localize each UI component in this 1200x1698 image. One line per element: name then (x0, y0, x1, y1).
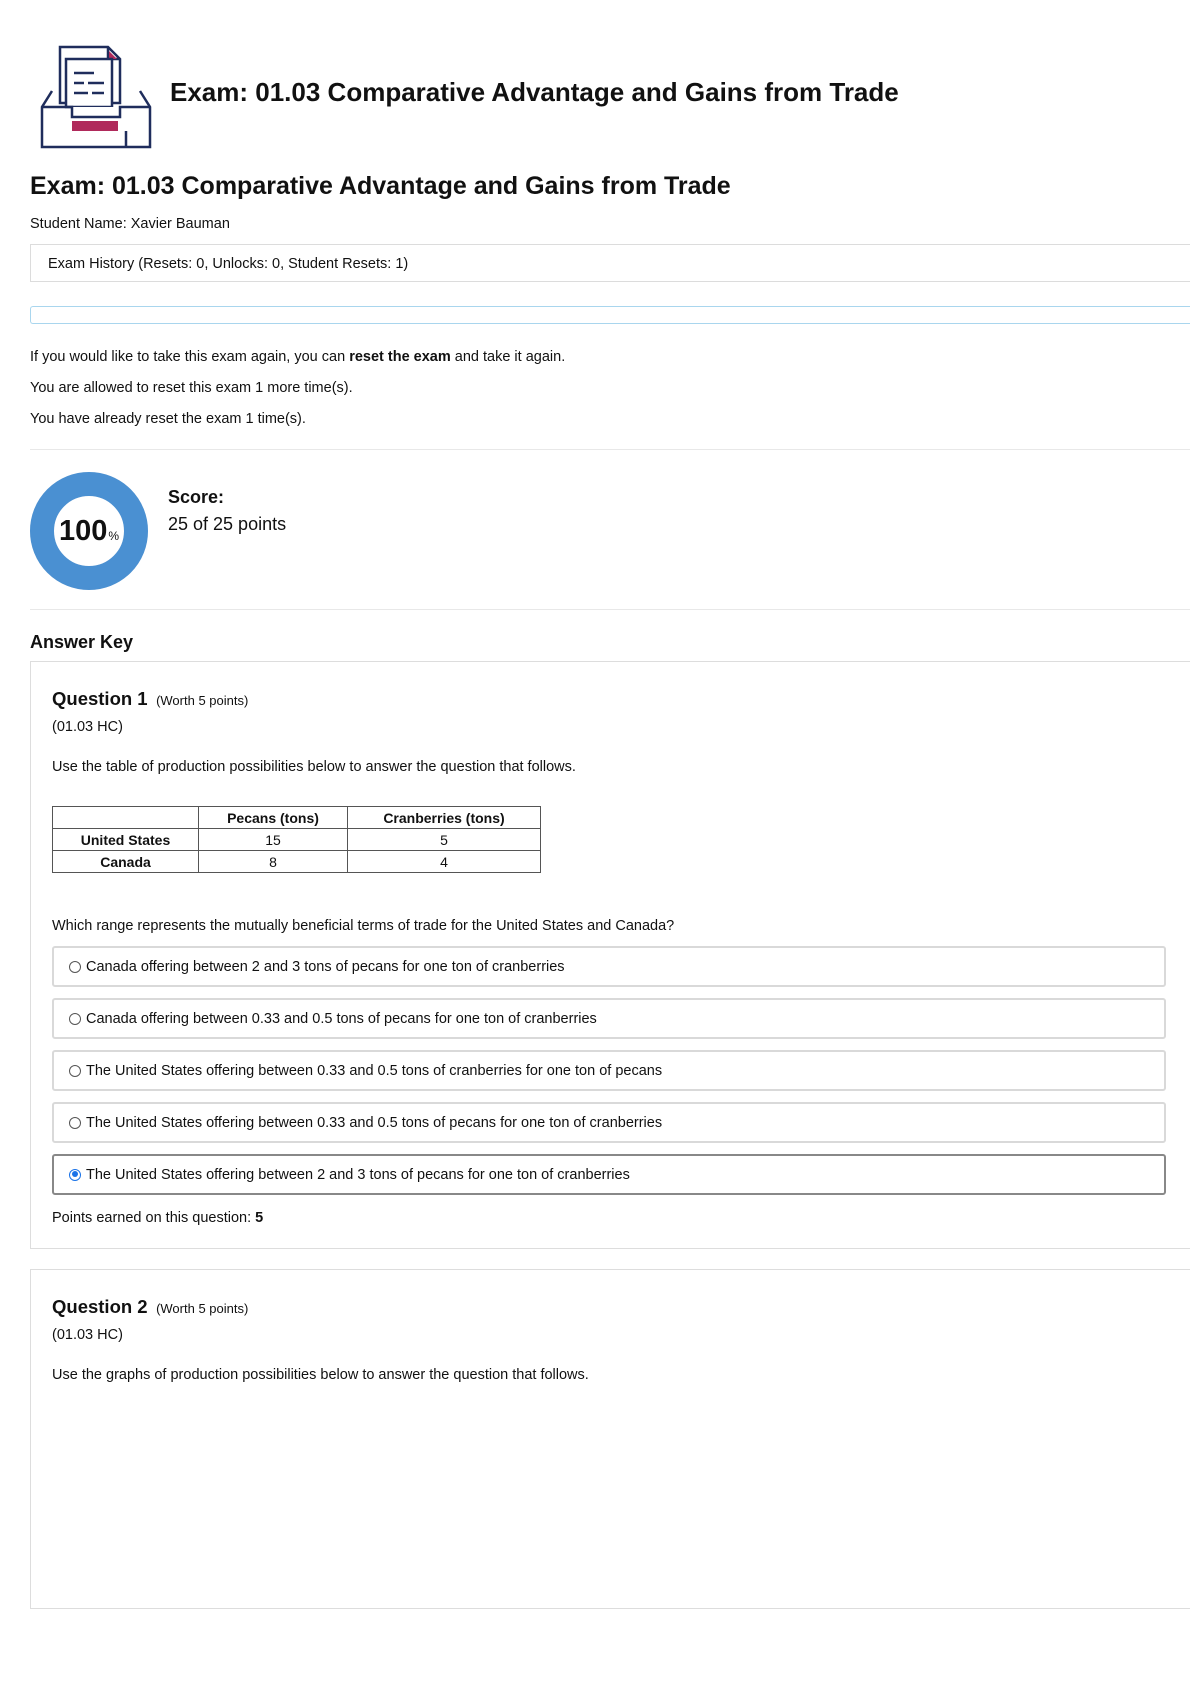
score-section (30, 472, 1190, 590)
table-cell: 5 (348, 829, 541, 851)
exam-history-label: Exam History (Resets: 0, Unlocks: 0, Student Resets: 1) (48, 256, 409, 272)
question-title: Question 1 (52, 688, 148, 709)
answer-option-label: The United States offering between 0.33 and 0.5 tons of cranberries for one ton of pecans (86, 1062, 663, 1079)
answer-option-label: The United States offering between 2 and 3 tons of pecans for one ton of cranberries (86, 1166, 630, 1183)
student-name: Student Name: Xavier Bauman (30, 216, 230, 232)
answer-option-label: Canada offering between 2 and 3 tons of pecans for one ton of cranberries (86, 958, 565, 975)
table-row (53, 829, 541, 851)
page-title: Exam: 01.03 Comparative Advantage and Gains from Trade (30, 172, 731, 200)
question-worth: (Worth 5 points) (156, 1301, 249, 1316)
question-card-2 (30, 1269, 1190, 1609)
answer-option-1[interactable] (52, 946, 1166, 987)
points-earned-value: 5 (255, 1210, 264, 1226)
question-prompt: Use the table of production possibilities below to answer the question that follows. (52, 759, 576, 775)
score-percent-value: 100 (58, 514, 108, 547)
radio-button-selected[interactable] (69, 1169, 81, 1181)
question-text: Which range represents the mutually beneficial terms of trade for the United States and Canada? (52, 918, 675, 934)
production-possibilities-table (52, 806, 541, 873)
question-header (52, 1296, 1190, 1318)
table-cell: United States (53, 829, 199, 851)
points-earned: Points earned on this question: 5 (52, 1210, 264, 1226)
score-donut-chart (30, 472, 148, 590)
question-prompt: Use the graphs of production possibilities below to answer the question that follows. (52, 1367, 589, 1383)
table-cell: 8 (199, 851, 348, 873)
question-worth: (Worth 5 points) (156, 693, 249, 708)
radio-button[interactable] (69, 1013, 81, 1025)
table-header-cell: Pecans (tons) (199, 807, 348, 829)
reset-info-line-1: If you would like to take this exam again, you can reset the exam and take it again. (30, 349, 566, 365)
answer-option-label: The United States offering between 0.33 and 0.5 tons of pecans for one ton of cranberries (86, 1114, 663, 1131)
radio-button[interactable] (69, 1117, 81, 1129)
table-cell: Canada (53, 851, 199, 873)
answer-option-4[interactable] (52, 1102, 1166, 1143)
answer-option-3[interactable] (52, 1050, 1166, 1091)
table-header-row (53, 807, 541, 829)
score-value: 25 of 25 points (168, 514, 287, 534)
score-text (168, 487, 286, 535)
radio-button[interactable] (69, 961, 81, 973)
table-cell: 15 (199, 829, 348, 851)
table-row (53, 851, 541, 873)
table-header-cell (53, 807, 199, 829)
answer-key-heading: Answer Key (30, 632, 134, 652)
exam-history-panel[interactable] (30, 244, 1190, 282)
divider (30, 449, 1190, 450)
table-cell: 4 (348, 851, 541, 873)
question-title: Question 2 (52, 1296, 148, 1317)
answer-option-2[interactable] (52, 998, 1166, 1039)
score-percent-symbol: % (108, 529, 120, 543)
answer-option-label: Canada offering between 0.33 and 0.5 tons of pecans for one ton of cranberries (86, 1010, 597, 1027)
question-code: (01.03 HC) (52, 1327, 123, 1343)
reset-exam-link[interactable]: reset the exam (349, 349, 451, 365)
header (38, 45, 899, 149)
empty-info-panel (30, 306, 1190, 324)
reset-info-line-2: You are allowed to reset this exam 1 more time(s). (30, 380, 353, 396)
table-header-cell: Cranberries (tons) (348, 807, 541, 829)
answer-option-5[interactable] (52, 1154, 1166, 1195)
score-percent (30, 472, 148, 590)
reset-info (30, 349, 1190, 427)
divider (30, 609, 1190, 610)
header-title: Exam: 01.03 Comparative Advantage and Gains from Trade (170, 76, 899, 107)
exam-tray-logo-icon (38, 45, 154, 149)
radio-button[interactable] (69, 1065, 81, 1077)
score-label: Score: (168, 487, 225, 507)
reset-info-line-3: You have already reset the exam 1 time(s). (30, 411, 306, 427)
main-content (30, 172, 1190, 1609)
question-header (52, 688, 1190, 710)
question-code: (01.03 HC) (52, 719, 123, 735)
question-card-1 (30, 661, 1190, 1249)
